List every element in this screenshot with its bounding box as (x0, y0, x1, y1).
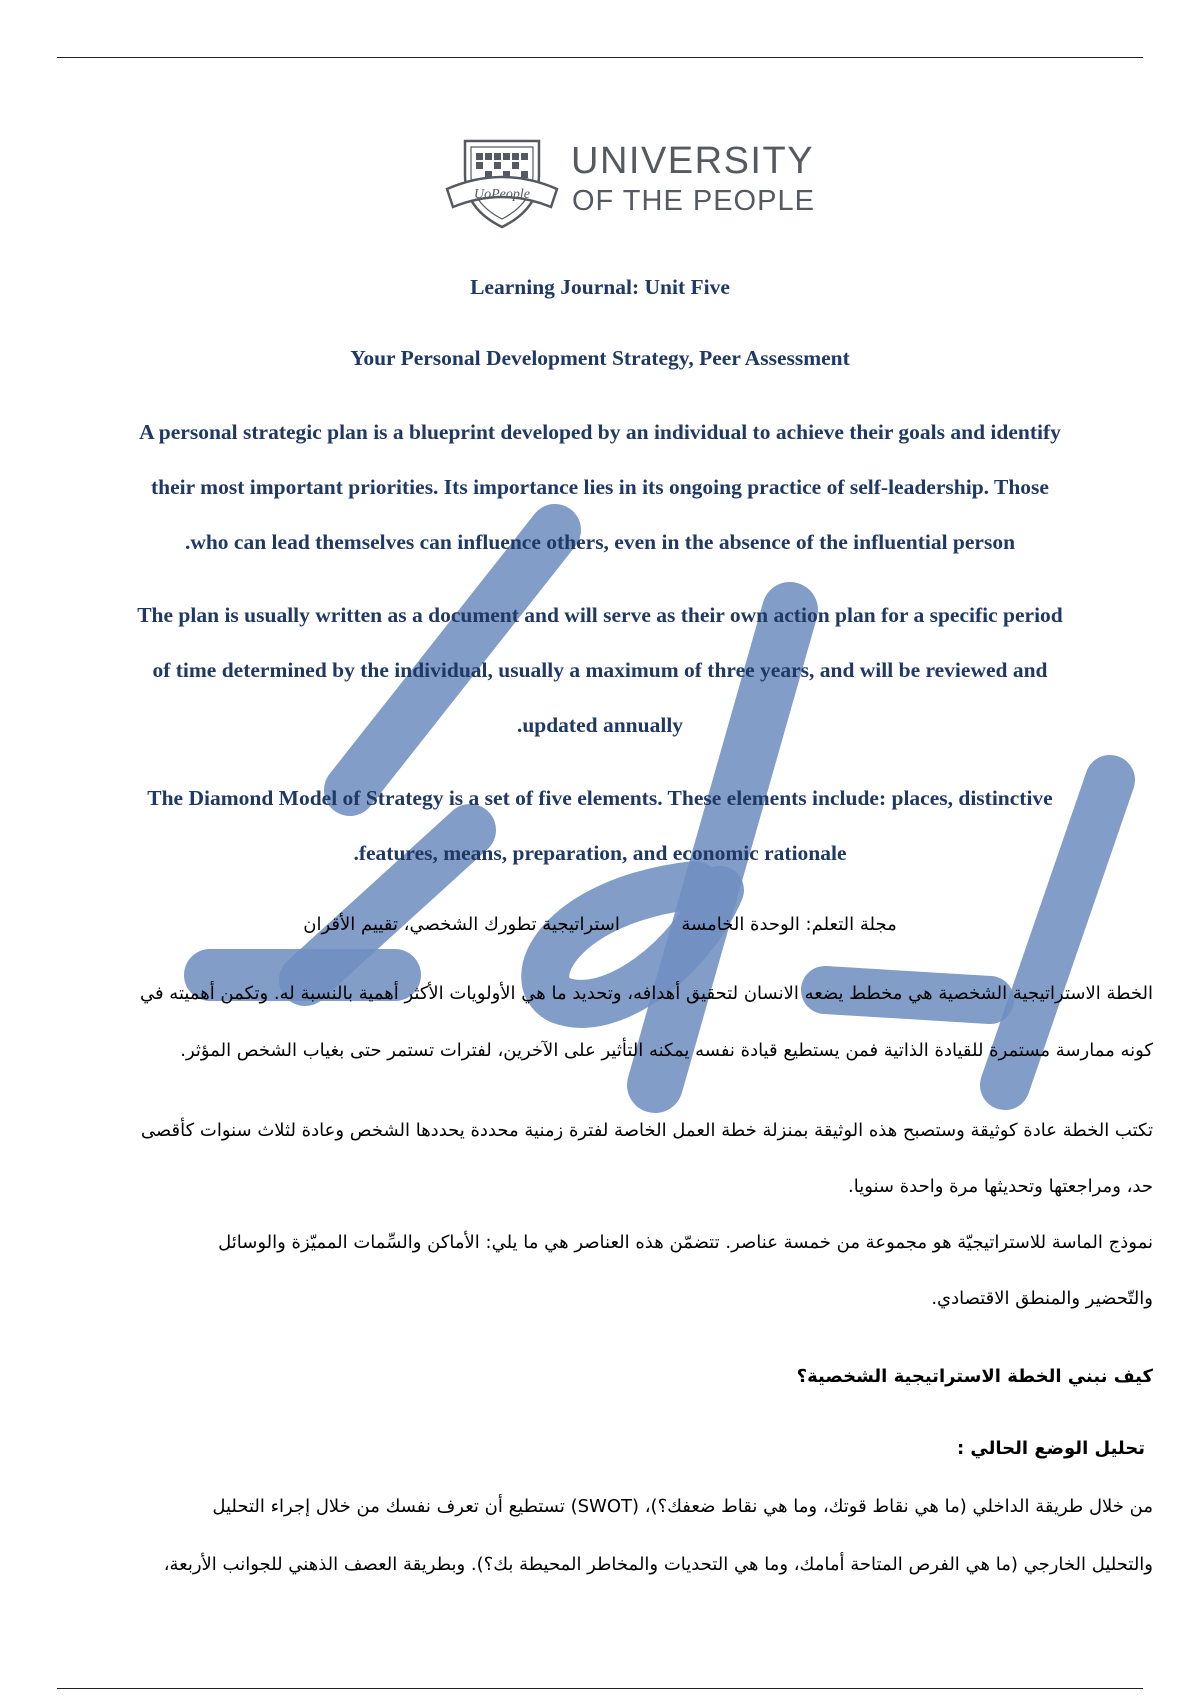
arabic-heading-1: كيف نبني الخطة الاستراتيجية الشخصية؟ (796, 1366, 1153, 1387)
text-line: A personal strategic plan is a blueprint developed by an individual to achieve their goals and identify (139, 420, 1061, 444)
text-line: The Diamond Model of Strategy is a set of five elements. These elements include: places, distinctive (147, 786, 1053, 810)
title-secondary: Your Personal Development Strategy, Peer Assessment (350, 346, 850, 370)
arabic-subtitle-part1: مجلة التعلم: الوحدة الخامسة (681, 914, 897, 935)
text-line: their most important priorities. Its importance lies in its ongoing practice of self-leadership. Those (151, 475, 1049, 499)
arabic-subtitle (100, 910, 1100, 940)
footer-rule (57, 1688, 1143, 1689)
logo-wordmark-line2: OF THE PEOPLE (572, 185, 815, 217)
logo-wordmark-line1: UNIVERSITY (571, 140, 815, 182)
text-line: والتحليل الخارجي (ما هي الفرص المتاحة أمامك، وما هي التحديات والمخاطر المحيطة بك؟). وبطريقة العصف الذهني للجوانب الأربعة، (163, 1554, 1153, 1575)
uopeople-shield-icon (443, 135, 561, 231)
text-line: .updated annually (516, 713, 684, 737)
arabic-heading-2: تحليل الوضع الحالي : (956, 1438, 1145, 1459)
text-line: .features, means, preparation, and economic rationale (353, 841, 847, 865)
title-primary: Learning Journal: Unit Five (470, 275, 730, 299)
text-line: نموذج الماسة للاستراتيجيّة هو مجموعة من خمسة عناصر. تتضمّن هذه العناصر هي ما يلي: الأماكن والسِّمات المميّزة والوسائل (218, 1232, 1153, 1253)
logo-badge-text: UoPeople (474, 187, 530, 202)
text-line: تكتب الخطة عادة كوثيقة وستصبح هذه الوثيقة بمنزلة خطة العمل الخاصة لفترة زمنية محددة يحددها الشخص وعادة لثلاث سنوات كأقصى (140, 1120, 1153, 1141)
text-line: كونه ممارسة مستمرة للقيادة الذاتية فمن يستطيع قيادة نفسه يمكنه التأثير على الآخرين، لفترات تستمر حتى بغياب الشخص المؤثر. (180, 1040, 1153, 1061)
text-line: حد، ومراجعتها وتحديثها مرة واحدة سنويا. (847, 1176, 1153, 1197)
header-rule (57, 57, 1143, 58)
text-line: The plan is usually written as a document and will serve as their own action plan for a specific period (137, 603, 1063, 627)
text-line: of time determined by the individual, usually a maximum of three years, and will be reviewed and (152, 658, 1048, 682)
text-line: من خلال طريقة الداخلي (ما هي نقاط قوتك، وما هي نقاط ضعفك؟)، (SWOT) تستطيع أن تعرف نفسك من خلال إجراء التحليل (212, 1496, 1153, 1517)
text-line: .who can lead themselves can influence others, even in the absence of the influential person (184, 530, 1016, 554)
text-line: الخطة الاستراتيجية الشخصية هي مخطط يضعه الانسان لتحقيق أهدافه، وتحديد ما هي الأولويات الأكثر أهمية بالنسبة له. وتكمن أهميته في (139, 983, 1153, 1004)
arabic-subtitle-part2: استراتيجية تطورك الشخصي، تقييم الأقران (303, 914, 620, 935)
text-line: والتّحضير والمنطق الاقتصادي. (931, 1288, 1153, 1309)
university-logo (443, 135, 823, 231)
